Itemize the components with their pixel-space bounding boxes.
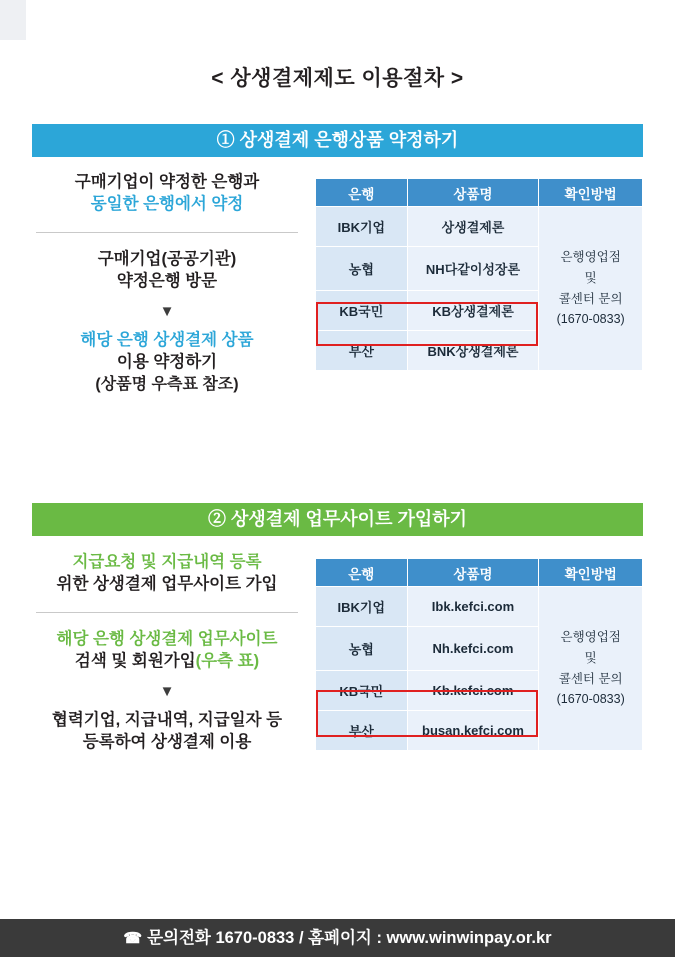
method-line-4: (1670-0833) [556,692,625,707]
s2-step2-line1: 해당 은행 상생결제 업무사이트 [56,629,278,648]
cell-product: NH다같이성장론 [407,247,539,291]
th-bank: 은행 [316,559,408,587]
divider [36,232,298,233]
cell-bank: 부산 [316,711,408,751]
table-header-row [316,559,643,587]
s2-step3-line2: 등록하여 상생결제 이용 [82,732,252,751]
cell-bank: 농협 [316,627,408,671]
table-header-row [316,179,643,207]
cell-product: KB상생결제론 [407,291,539,331]
th-product: 상품명 [407,179,539,207]
th-bank: 은행 [316,179,408,207]
section-2-table [315,558,643,751]
s2-step2-line2-a: 검색 및 회원가입 [74,651,196,670]
cell-product: Nh.kefci.com [407,627,539,671]
s2-step1-line2: 위한 상생결제 업무사이트 가입 [56,574,278,593]
section-2-banner: ② 상생결제 업무사이트 가입하기 [32,503,643,536]
s1-step1-line2: 동일한 은행에서 약정 [90,194,244,213]
footer-bar [0,919,675,957]
method-line-1: 은행영업점 [560,250,621,265]
s1-step2-line2: 약정은행 방문 [116,271,218,290]
method-line-3: 콜센터 문의 [558,291,623,306]
cell-product: Kb.kefci.com [407,671,539,711]
method-line-3: 콜센터 문의 [558,671,623,686]
th-product: 상품명 [407,559,539,587]
cell-bank: IBK기업 [316,207,408,247]
cell-product: Ibk.kefci.com [407,587,539,627]
cell-bank: KB국민 [316,291,408,331]
footer-text: 문의전화 1670-0833 / 홈페이지 : www.winwinpay.or.kr [147,929,552,947]
s2-step3-line1: 협력기업, 지급내역, 지급일자 등 [51,710,283,729]
down-arrow-icon: ▼ [159,302,175,320]
method-line-2: 및 [584,650,597,665]
cell-bank: 부산 [316,331,408,371]
table-row [316,587,643,627]
phone-icon: ☎ [123,930,143,947]
divider [36,612,298,613]
cell-method [539,587,643,751]
method-line-1: 은행영업점 [560,630,621,645]
method-line-2: 및 [584,270,597,285]
corner-artifact [0,0,26,40]
section-2-flow [32,552,302,754]
th-method: 확인방법 [539,559,643,587]
cell-bank: 농협 [316,247,408,291]
s2-step2-line2 [32,651,302,673]
s1-step1-line1: 구매기업이 약정한 은행과 [74,173,260,191]
method-line-4: (1670-0833) [556,312,625,327]
s1-step3-line1: 해당 은행 상생결제 상품 [80,330,254,349]
s1-step2-line1: 구매기업(공공기관) [97,249,237,268]
s2-step2-line2-b: (우측 표) [195,651,260,670]
table-row [316,207,643,247]
s2-step1-line1: 지급요청 및 지급내역 등록 [72,553,262,571]
cell-bank: IBK기업 [316,587,408,627]
th-method: 확인방법 [539,179,643,207]
down-arrow-icon: ▼ [159,682,175,700]
s1-step3-line2: 이용 약정하기 [116,352,218,371]
cell-method [539,207,643,371]
cell-bank: KB국민 [316,671,408,711]
section-1-flow [32,172,302,395]
section-1-banner: ① 상생결제 은행상품 약정하기 [32,124,643,157]
cell-product: 상생결제론 [407,207,539,247]
cell-product: BNK상생결제론 [407,331,539,371]
section-1-table [315,178,643,371]
cell-product: busan.kefci.com [407,711,539,751]
page-title: < 상생결제제도 이용절차 > [211,67,464,90]
s1-step3-line3: (상품명 우측표 참조) [95,375,239,393]
